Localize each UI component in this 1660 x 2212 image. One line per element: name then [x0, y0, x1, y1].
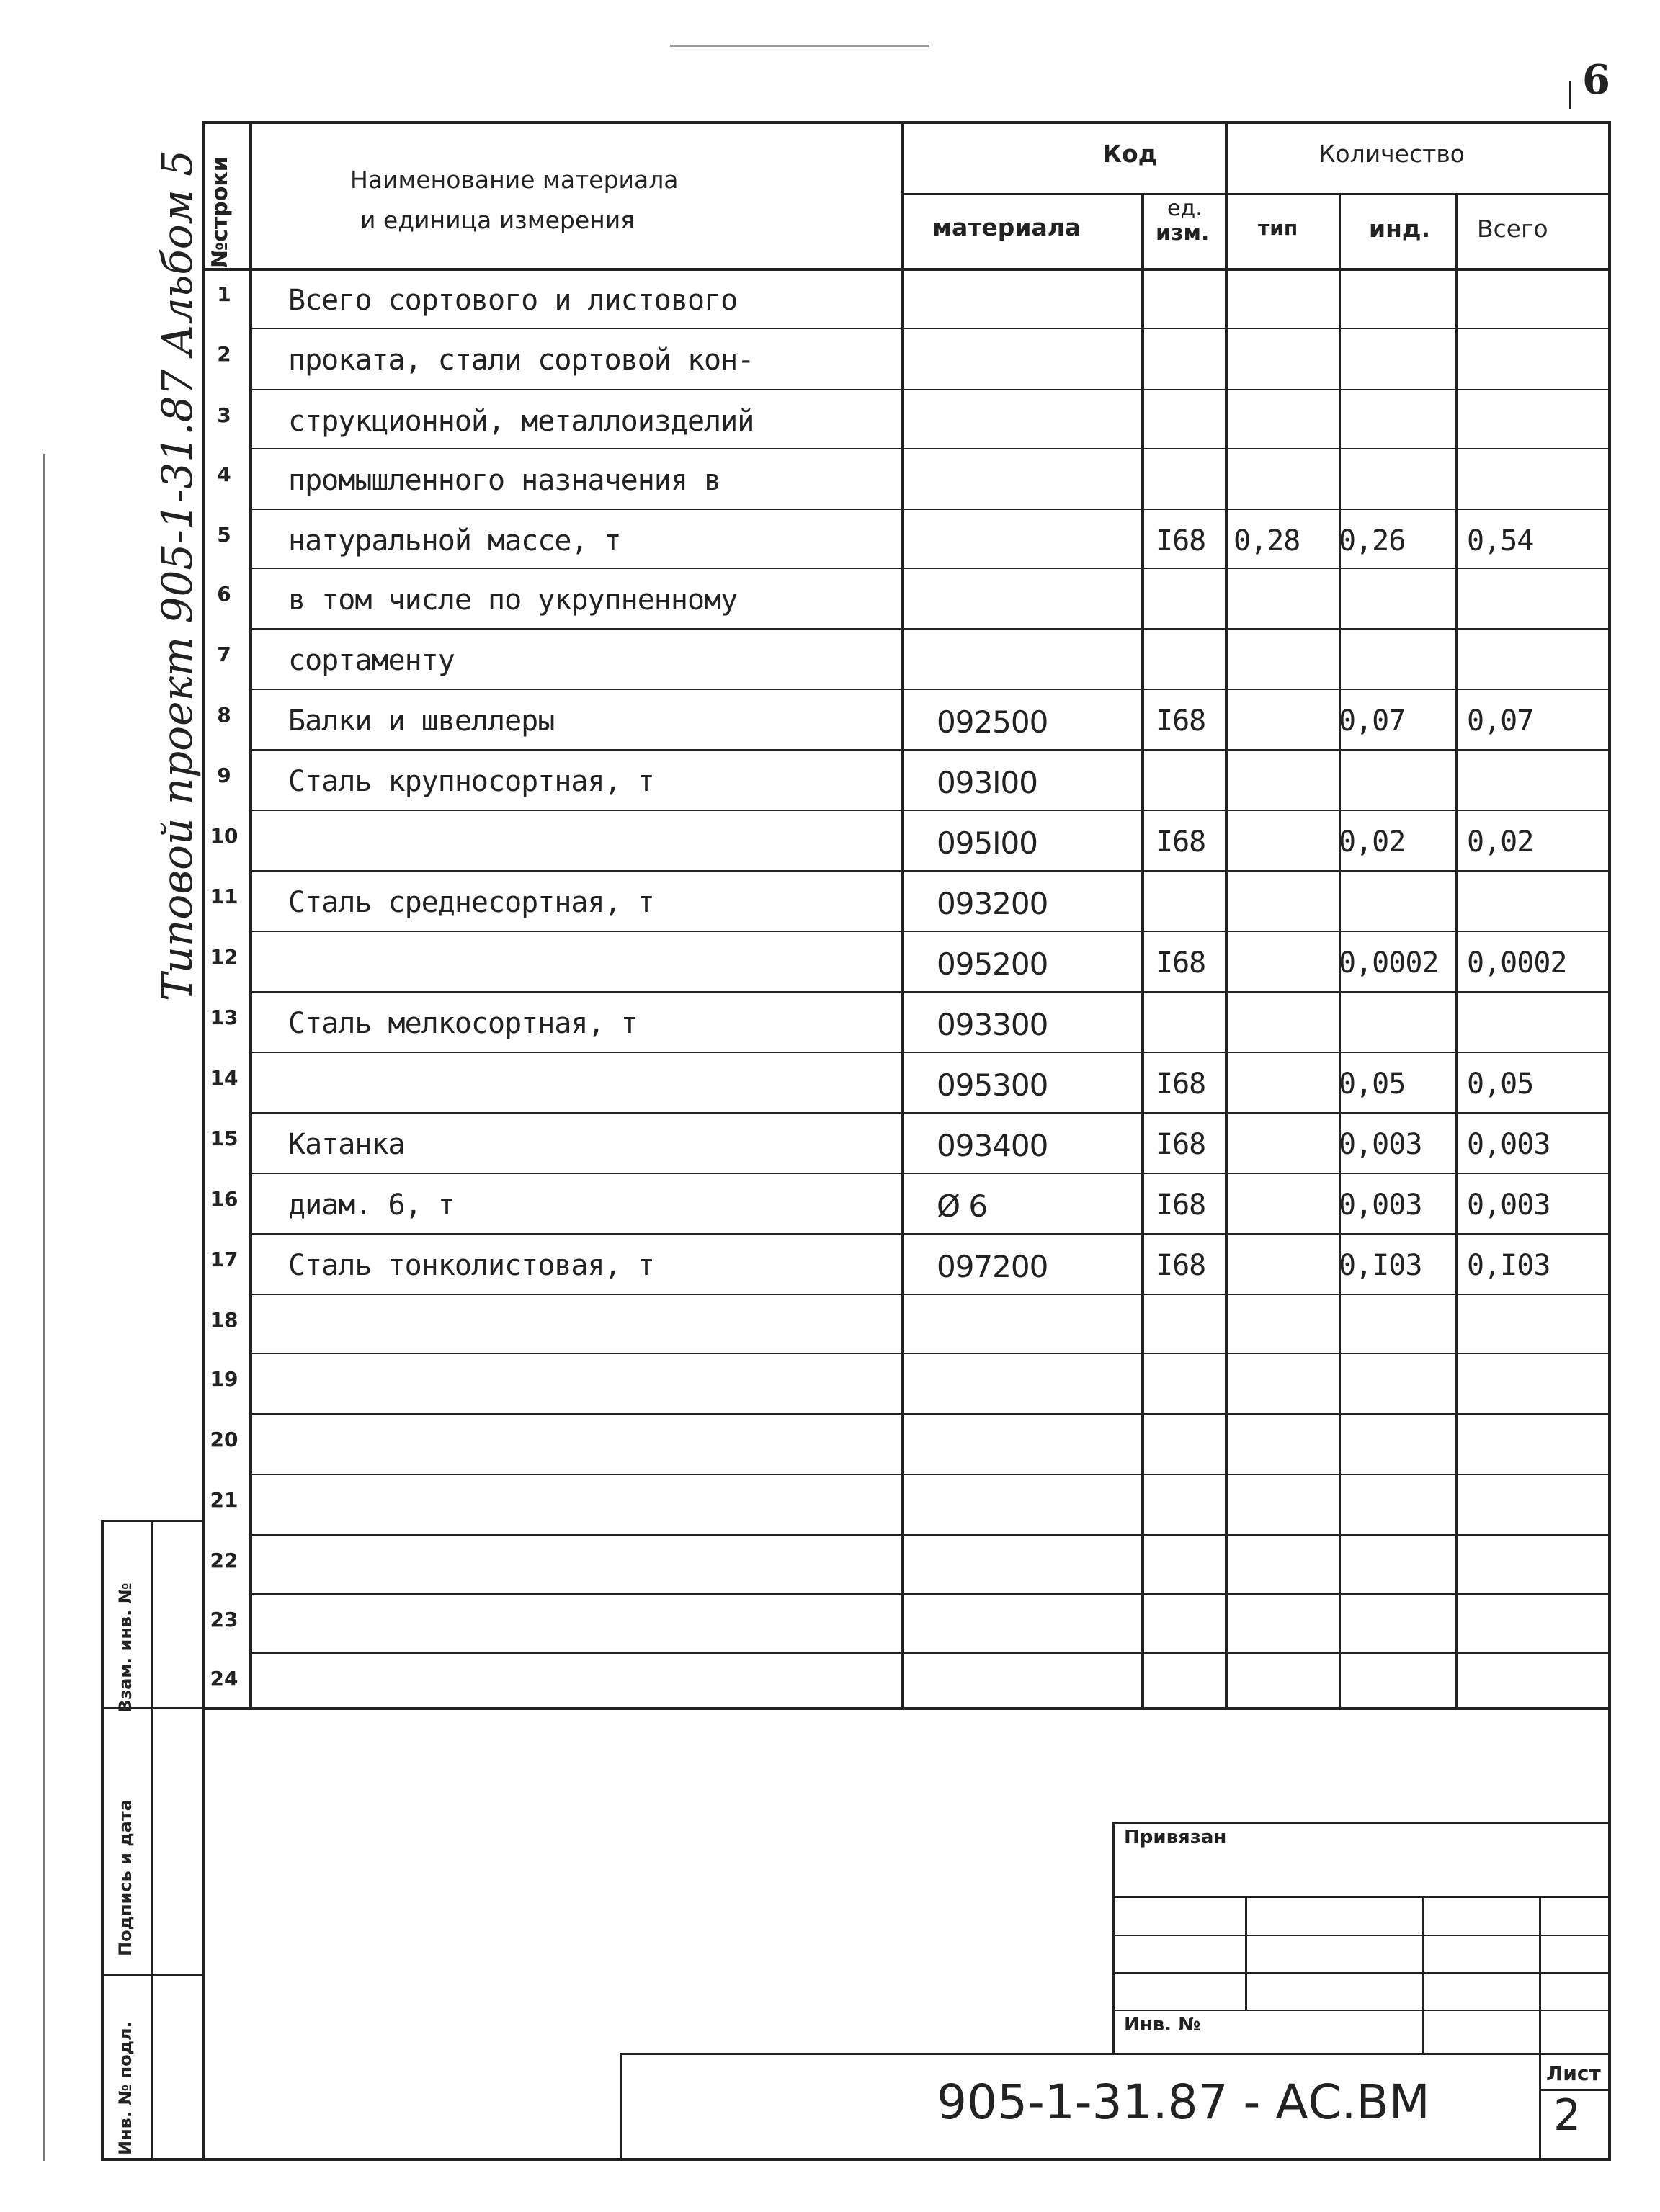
cell-total: 0,02 [1467, 825, 1534, 859]
table-right-border [1608, 121, 1611, 2161]
row-line [249, 1593, 1608, 1595]
row-number: 11 [210, 885, 238, 908]
cell-code: 095300 [937, 1067, 1048, 1103]
cell-name: Всего сортового и листового [288, 284, 738, 317]
row-line [249, 689, 1608, 690]
stamp-line3 [1112, 1972, 1608, 1974]
stamp-privyazan: Привязан [1124, 1827, 1227, 1848]
scan-artifact-line [670, 45, 929, 47]
stamp-line2 [1112, 1935, 1608, 1936]
header-code-group: Код [1102, 140, 1158, 168]
row-line [249, 1534, 1608, 1536]
col-line-code [1141, 193, 1144, 1707]
row-number: 14 [210, 1066, 238, 1090]
header-quantity-ind: инд. [1369, 215, 1431, 243]
stamp-title-top [620, 2053, 1608, 2055]
col-line-unit [1225, 121, 1228, 1707]
row-number: 3 [217, 403, 231, 427]
header-sub-divider [901, 193, 1608, 195]
cell-ind: 0,0002 [1339, 946, 1439, 980]
row-number: 16 [210, 1187, 238, 1211]
cell-ind: 0,I03 [1339, 1249, 1422, 1282]
row-number: 10 [210, 824, 238, 848]
stamp-col1 [1245, 1896, 1247, 2010]
header-quantity-total: Всего [1477, 215, 1548, 243]
cell-code: Ø 6 [937, 1188, 988, 1224]
cell-code: 095I00 [937, 825, 1038, 861]
cell-name: диам. 6, т [288, 1188, 455, 1222]
label-vzam-inv: Взам. инв. № [115, 1582, 135, 1713]
label-inv-podl: Инв. № подл. [115, 2021, 135, 2155]
cell-ind: 0,07 [1339, 704, 1406, 738]
header-quantity-typ: тип [1258, 216, 1298, 240]
col-line-rownum [249, 121, 252, 1707]
stamp-line1 [1112, 1896, 1608, 1898]
row-number: 8 [217, 703, 231, 727]
cell-code: 095200 [937, 946, 1048, 982]
stamp-top [1112, 1822, 1608, 1824]
row-line [249, 509, 1608, 510]
stamp-sheet-no: 2 [1553, 2090, 1581, 2141]
col-line-ind [1455, 193, 1458, 1707]
cell-name: Балки и швеллеры [288, 704, 555, 738]
cell-ind: 0,003 [1339, 1188, 1422, 1222]
side-handwritten-title: Типовой проект 905-1-31.87 Альбом 5 [153, 149, 202, 1001]
row-line [249, 1173, 1608, 1174]
row-line [249, 870, 1608, 872]
cell-code: 097200 [937, 1249, 1048, 1284]
cell-unit: I68 [1156, 946, 1206, 980]
cell-name: Катанка [288, 1128, 405, 1161]
row-number: 22 [210, 1549, 238, 1572]
cell-total: 0,003 [1467, 1128, 1550, 1161]
cell-total: 0,54 [1467, 524, 1534, 558]
row-number: 24 [210, 1667, 238, 1691]
row-number: 17 [210, 1248, 238, 1271]
row-line [249, 931, 1608, 932]
row-line [249, 810, 1608, 811]
row-number: 13 [210, 1006, 238, 1029]
frame-bottom-border [202, 2158, 1608, 2161]
cell-total: 0,0002 [1467, 946, 1567, 980]
cell-code: 093300 [937, 1007, 1048, 1042]
cell-total: 0,I03 [1467, 1249, 1550, 1282]
cell-name: струкционной, металлоизделий [288, 405, 754, 438]
cell-name: Сталь мелкосортная, т [288, 1007, 638, 1040]
cell-code: 092500 [937, 704, 1048, 740]
row-line [249, 1652, 1608, 1654]
header-code-unit-1: ед. [1167, 196, 1202, 221]
left-strip-div2 [101, 1974, 202, 1976]
stamp-col2 [1422, 1896, 1424, 2053]
row-line [249, 1294, 1608, 1295]
header-code-unit-2: изм. [1156, 220, 1210, 246]
row-line [249, 1233, 1608, 1235]
cell-name: Сталь тонколистовая, т [288, 1249, 654, 1282]
row-number: 9 [217, 764, 231, 787]
stamp-left [1112, 1822, 1115, 2053]
scan-artifact-left [43, 454, 45, 2161]
stamp-line4 [1112, 2010, 1608, 2011]
cell-name: промышленного назначения в [288, 464, 721, 497]
stamp-title-left [620, 2053, 622, 2158]
row-number: 1 [217, 282, 231, 306]
row-number: 4 [217, 462, 231, 486]
page-mark-tick [1569, 81, 1571, 109]
stamp-col3 [1539, 1896, 1541, 2158]
cell-unit: I68 [1156, 524, 1206, 558]
row-line [249, 448, 1608, 449]
cell-unit: I68 [1156, 1188, 1206, 1222]
row-line [249, 1474, 1608, 1475]
row-line [249, 749, 1608, 751]
cell-typ: 0,28 [1233, 524, 1300, 558]
row-line [249, 1112, 1608, 1114]
stamp-inv-no: Инв. № [1124, 2014, 1201, 2036]
col-line-name [901, 121, 904, 1707]
row-line [249, 1353, 1608, 1354]
cell-name: Сталь среднесортная, т [288, 886, 654, 919]
cell-name: натуральной массе, т [288, 524, 621, 558]
cell-total: 0,05 [1467, 1067, 1534, 1101]
cell-total: 0,07 [1467, 704, 1534, 738]
header-material-name-line2: и единица измерения [360, 206, 635, 234]
cell-name: сортаменту [288, 644, 455, 677]
row-number: 15 [210, 1127, 238, 1150]
cell-ind: 0,003 [1339, 1128, 1422, 1161]
cell-unit: I68 [1156, 1067, 1206, 1101]
page-number-mark: 6 [1582, 56, 1610, 104]
cell-ind: 0,26 [1339, 524, 1406, 558]
cell-unit: I68 [1156, 1128, 1206, 1161]
row-line [249, 389, 1608, 390]
cell-unit: I68 [1156, 825, 1206, 859]
cell-ind: 0,05 [1339, 1067, 1406, 1101]
cell-name: Сталь крупносортная, т [288, 765, 654, 798]
header-row-number: №строки [208, 156, 233, 268]
row-number: 7 [217, 642, 231, 666]
row-number: 6 [217, 582, 231, 606]
row-line [249, 1413, 1608, 1415]
cell-unit: I68 [1156, 704, 1206, 738]
row-number: 18 [210, 1308, 238, 1332]
cell-ind: 0,02 [1339, 825, 1406, 859]
row-number: 5 [217, 523, 231, 547]
row-number: 21 [210, 1488, 238, 1512]
cell-code: 093400 [937, 1128, 1048, 1163]
row-number: 20 [210, 1428, 238, 1451]
left-strip-top [101, 1520, 202, 1522]
table-bottom-border [202, 1707, 1608, 1710]
cell-total: 0,003 [1467, 1188, 1550, 1222]
row-line [249, 991, 1608, 993]
row-number: 19 [210, 1367, 238, 1391]
header-material-name: Наименование материала [350, 166, 679, 194]
cell-code: 093200 [937, 886, 1048, 921]
left-strip-bottom [101, 2158, 202, 2161]
header-code-material: материала [932, 213, 1081, 241]
left-strip-outer [101, 1520, 104, 2161]
row-line [249, 568, 1608, 569]
header-bottom-border [202, 268, 1608, 271]
row-number: 2 [217, 342, 231, 366]
label-podpis-data: Подпись и дата [115, 1799, 135, 1956]
cell-unit: I68 [1156, 1249, 1206, 1282]
header-quantity-group: Количество [1318, 140, 1465, 168]
row-number: 12 [210, 945, 238, 969]
row-line [249, 1052, 1608, 1053]
stamp-doc-code: 905-1-31.87 - АС.ВМ [937, 2074, 1430, 2130]
row-number: 23 [210, 1608, 238, 1631]
cell-name: в том числе по укрупненному [288, 583, 738, 617]
cell-name: проката, стали сортовой кон- [288, 344, 754, 377]
table-top-border [202, 121, 1608, 124]
row-line [249, 328, 1608, 329]
left-strip-mid [151, 1520, 153, 2161]
stamp-sheet-label: Лист [1546, 2061, 1601, 2085]
cell-code: 093I00 [937, 765, 1038, 800]
row-line [249, 628, 1608, 630]
